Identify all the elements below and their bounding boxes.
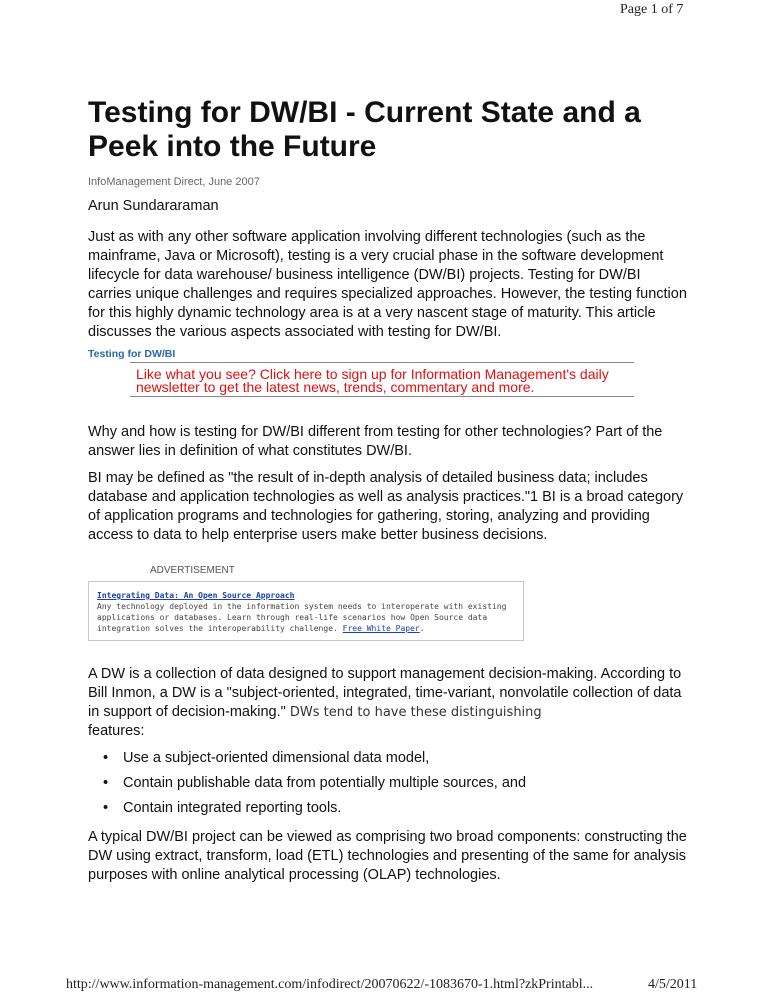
ad-title-link[interactable]: Integrating Data: An Open Source Approach [97,591,295,600]
list-item [88,799,688,818]
bullet-icon: • [103,750,109,766]
newsletter-promo-text[interactable]: Like what you see? Click here to sign up for Information Management's daily newsletter to get the latest news, trends, commentary and more. [130,362,634,397]
author-name: Arun Sundararaman [88,198,219,214]
section-link-testing[interactable]: Testing for DW/BI [88,348,176,360]
advertisement-label: ADVERTISEMENT [150,565,235,576]
publication-line: InfoManagement Direct, June 2007 [88,176,260,188]
dw-definition-end: features: [88,723,145,739]
feature-text: Use a subject-oriented dimensional data model, [123,750,430,766]
ad-white-paper-link[interactable]: Free White Paper [342,624,420,633]
feature-text: Contain integrated reporting tools. [123,800,342,816]
why-paragraph: Why and how is testing for DW/BI different from testing for other technologies? Part of the answer lies in definition of what constitutes DW/BI. [88,424,663,459]
feature-text: Contain publishable data from potentially multiple sources, and [123,775,527,791]
ad-period: . [419,624,425,633]
newsletter-promo[interactable] [88,362,688,397]
bullet-icon: • [103,775,109,791]
advertisement-box[interactable] [88,581,524,641]
footer-date: 4/5/2011 [648,977,698,992]
page-number: Page 1 of 7 [620,2,684,17]
dw-definition-text: A DW is a collection of data designed to support management decision-making. According to Bill Inmon, a DW is a "subject-oriented, integrated, time-variant, nonvolatile collection of data in support of decision-making." [88,666,682,720]
ad-body-text: Any technology deployed in the information system needs to interoperate with existing applications or databases. Learn through real-life scenarios how Open Source data integration solves the interoperability challenge. [97,602,507,633]
article-body [88,96,688,885]
features-list [88,749,688,818]
footer-url: http://www.information-management.com/infodirect/20070622/-1083670-1.html?zkPrintabl... [66,977,594,992]
dw-definition-continuation: DWs tend to have these distinguishing [285,705,542,720]
intro-paragraph: Just as with any other software application involving different technologies (such as the mainframe, Java or Microsoft), testing is a very crucial phase in the software development lifecycle for data warehouse/ business intelligence (DW/BI) projects. Testing for DW/BI carries unique challenges and requires specialized approaches. However, the testing function for this highly dynamic technology area is at a very nascent stage of maturity. This article discusses the various aspects associated with testing for DW/BI. [88,229,687,340]
article-title: Testing for DW/BI - Current State and a Peek into the Future [88,96,641,163]
bullet-icon: • [103,800,109,816]
list-item [88,749,688,768]
list-item [88,774,688,793]
dw-definition-paragraph [88,665,688,741]
typical-project-paragraph: A typical DW/BI project can be viewed as comprising two broad components: constructing the DW using extract, transform, load (ETL) technologies and presenting of the same for analysis purposes with online analytical processing (OLAP) technologies. [88,829,687,883]
bi-definition-paragraph: BI may be defined as "the result of in-depth analysis of detailed business data; includes database and application technologies as well as analysis practices."1 BI is a broad category of application programs and technologies for gathering, storing, analyzing and providing access to data to help enterprise users make better business decisions. [88,470,684,543]
